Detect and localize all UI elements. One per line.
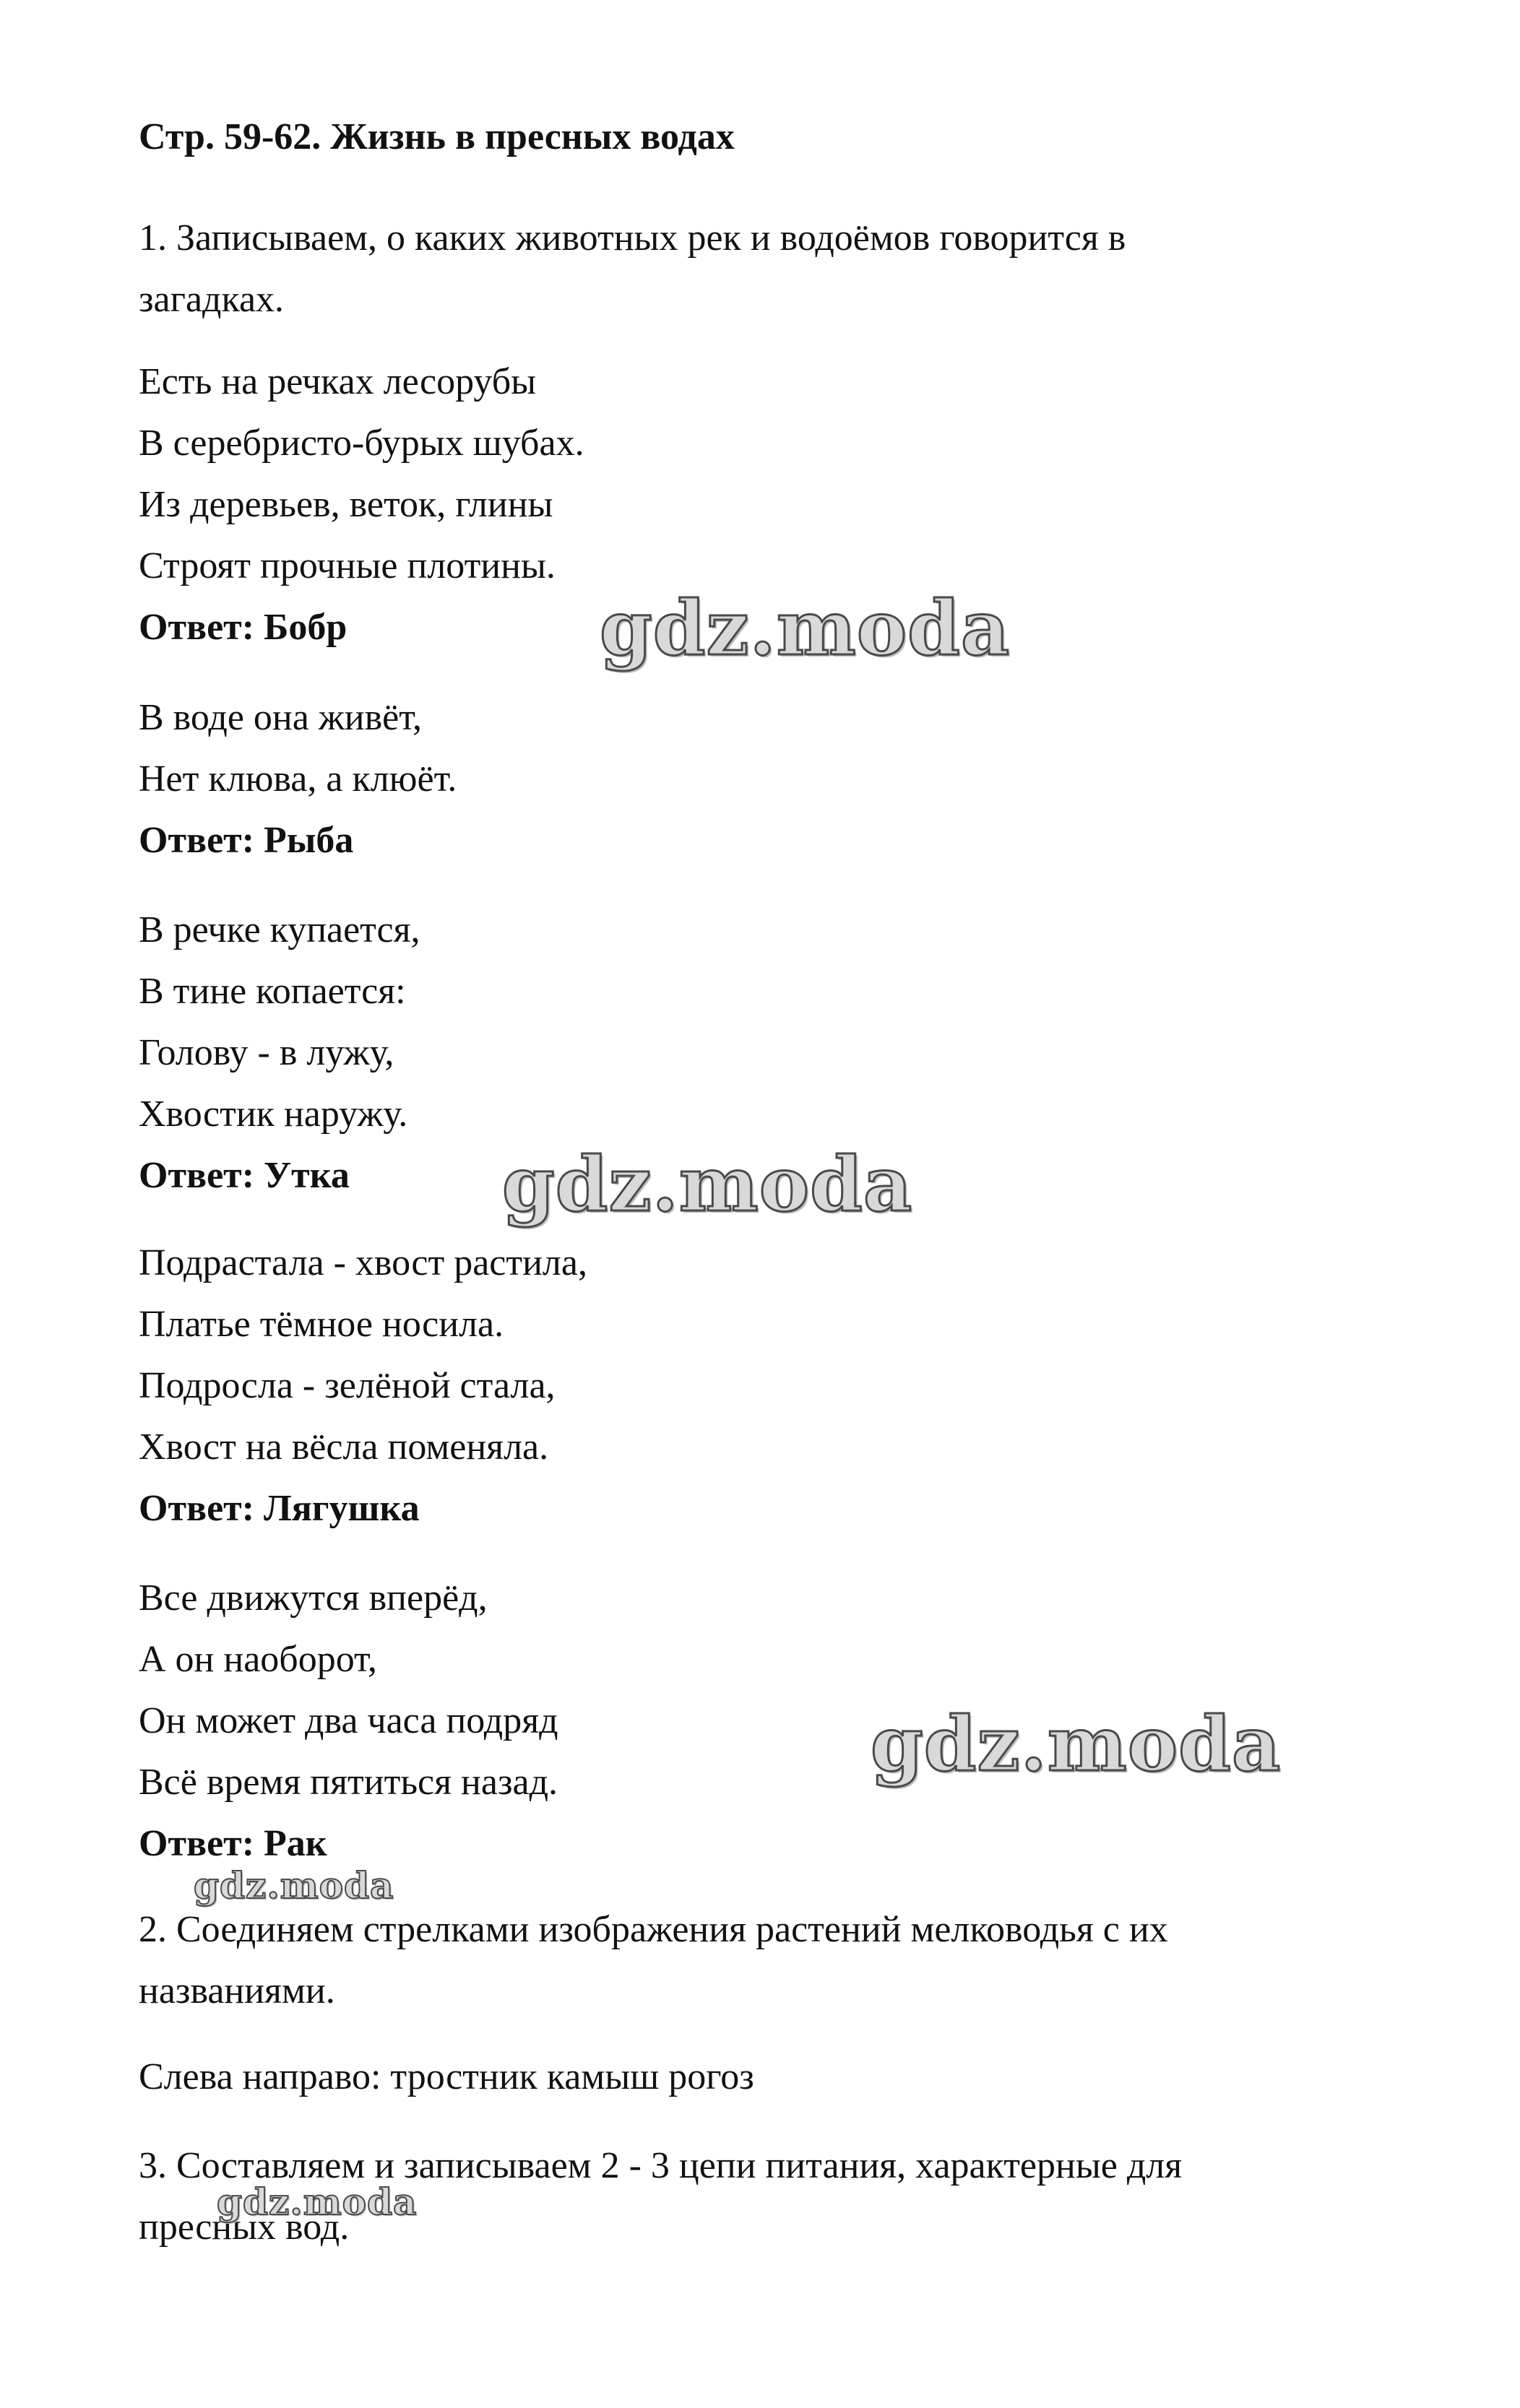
riddle1-line: Есть на речках лесорубы [139,361,537,402]
riddle1-line: Строят прочные плотины. [139,545,556,586]
task2-answer: Слева направо: тростник камыш рогоз [139,2056,754,2097]
task2-text-line2: названиями. [139,1970,335,2011]
riddle1-line: В серебристо-бурых шубах. [139,423,584,464]
riddle5-line: А он наоборот, [139,1639,377,1680]
riddle5-answer: Ответ: Рак [139,1823,327,1864]
riddle4-line: Подросла - зелёной стала, [139,1365,556,1406]
riddle4-line: Хвост на вёсла поменяла. [139,1426,549,1468]
watermark-logo: gdz.moda [871,1699,1282,1788]
riddle3-line: Хвостик наружу. [139,1093,408,1135]
riddle4-line: Подрастала - хвост растила, [139,1242,587,1283]
riddle5-line: Все движутся вперёд, [139,1577,488,1619]
watermark-logo: gdz.moda [502,1140,913,1229]
task2-text-line1: 2. Соединяем стрелками изображения растений мелководья с их [139,1909,1168,1950]
riddle5-line: Он может два часа подряд [139,1700,558,1741]
riddle2-answer: Ответ: Рыба [139,820,354,861]
riddle5-line: Всё время пятиться назад. [139,1762,558,1803]
watermark-logo: gdz.moda [600,584,1011,672]
riddle4-answer: Ответ: Лягушка [139,1488,420,1529]
riddle3-answer: Ответ: Утка [139,1155,350,1196]
task1-text-line1: 1. Записываем, о каких животных рек и водоёмов говорится в [139,217,1126,259]
riddle4-line: Платье тёмное носила. [139,1304,504,1345]
riddle3-line: Голову - в лужу, [139,1032,394,1073]
riddle3-line: В речке купается, [139,909,420,950]
task1-text-line2: загадках. [139,279,285,320]
riddle3-line: В тине копается: [139,971,406,1012]
task3-text-line1: 3. Составляем и записываем 2 - 3 цепи питания, характерные для [139,2145,1183,2186]
watermark-logo: gdz.moda [217,2180,418,2223]
riddle1-line: Из деревьев, веток, глины [139,484,553,525]
page-title: Стр. 59-62. Жизнь в пресных водах [139,116,735,157]
riddle1-answer: Ответ: Бобр [139,607,347,648]
riddle2-line: В воде она живёт, [139,697,423,738]
task3-text-line2: пресных вод. [139,2206,350,2248]
riddle2-line: Нет клюва, а клюёт. [139,758,457,800]
watermark-logo: gdz.moda [194,1864,394,1907]
